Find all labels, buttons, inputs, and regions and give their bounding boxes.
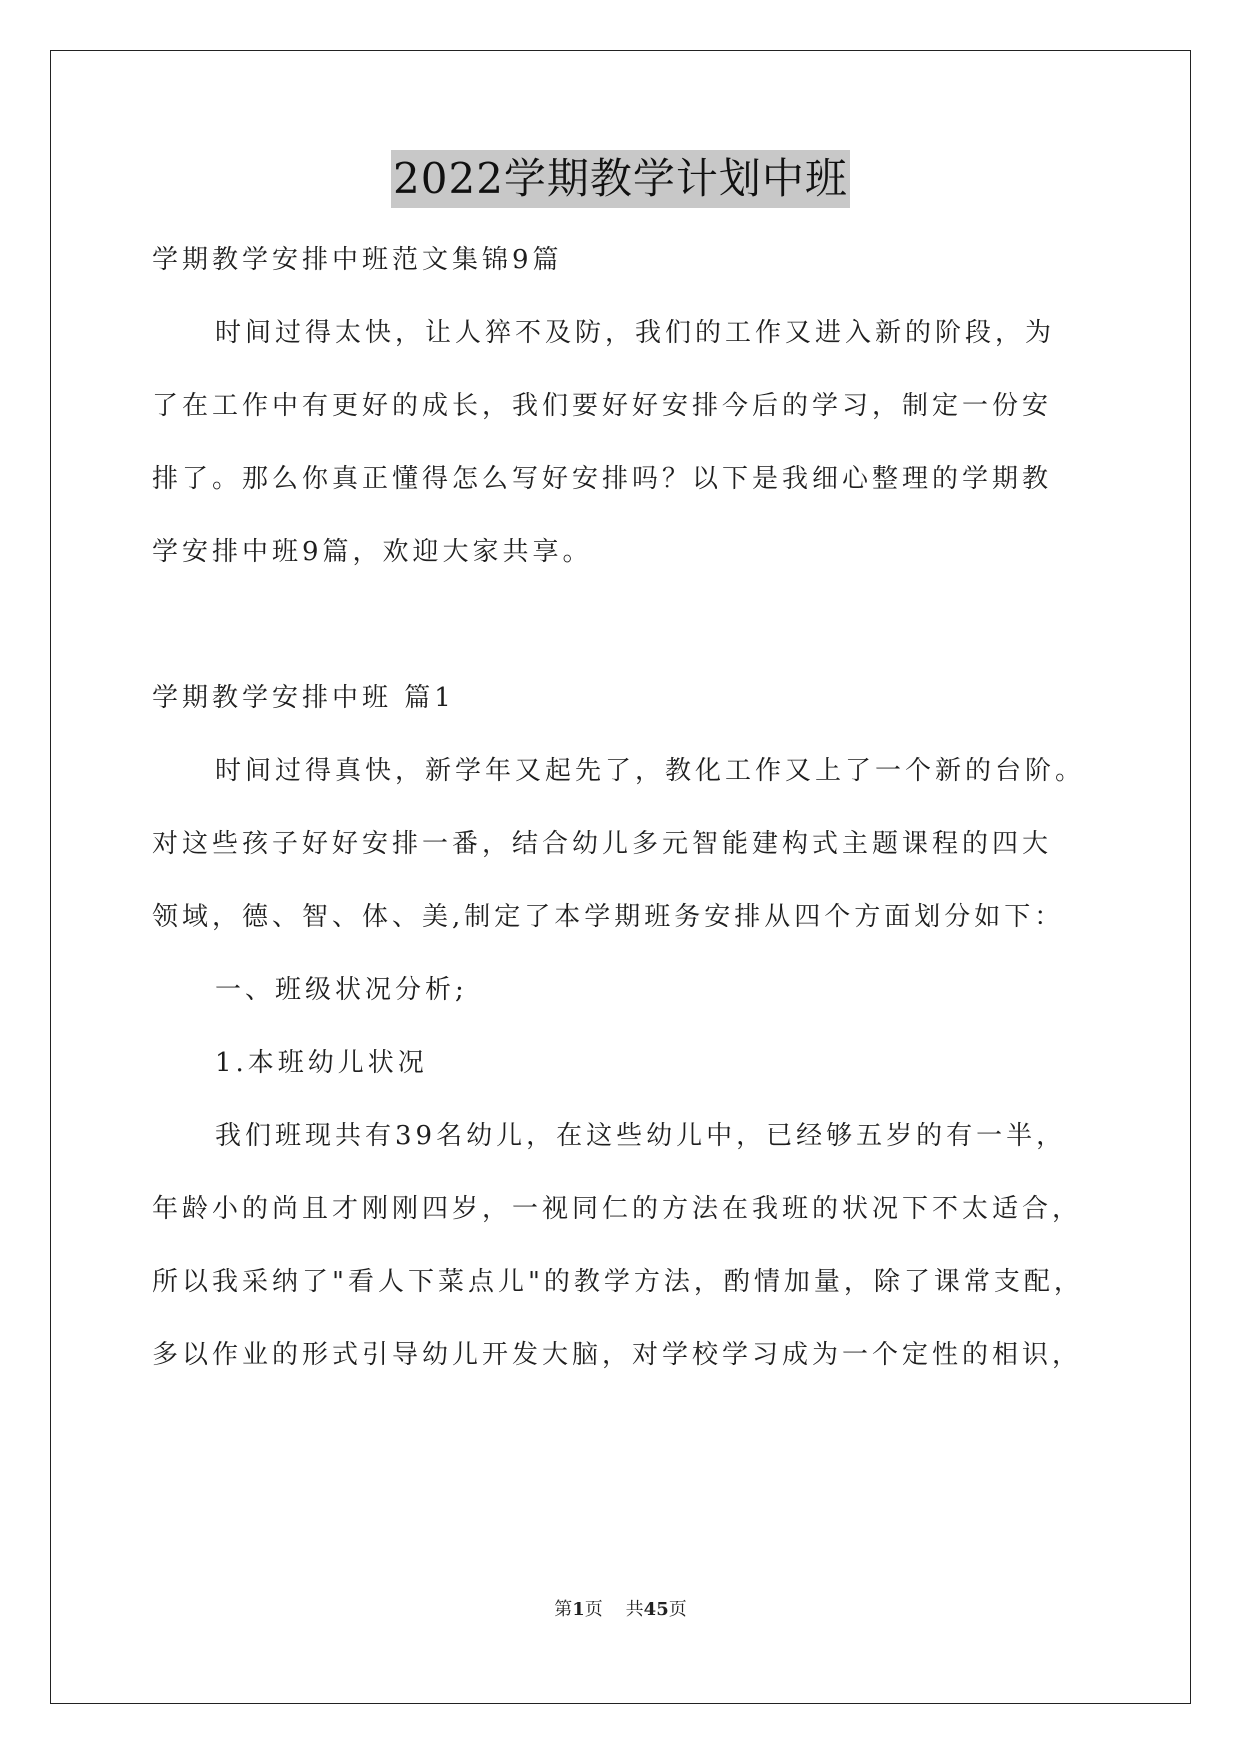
paragraph-line: 多以作业的形式引导幼儿开发大脑，对学校学习成为一个定性的相识， [152,1340,1083,1370]
page-suffix: 页 [584,1599,603,1620]
section-heading: 学期教学安排中班 篇1 [152,683,455,713]
paragraph-line: 排了。那么你真正懂得怎么写好安排吗？以下是我细心整理的学期教 [152,464,1053,494]
paragraph-line: 学安排中班9篇，欢迎大家共享。 [152,537,593,567]
page-prefix: 第 [554,1599,573,1620]
paragraph-line: 时间过得真快，新学年又起先了，教化工作又上了一个新的台阶。 [215,756,1086,786]
paragraph-line: 我们班现共有39名幼儿，在这些幼儿中，已经够五岁的有一半， [215,1121,1067,1151]
paragraph-line: 时间过得太快，让人猝不及防，我们的工作又进入新的阶段，为 [215,318,1056,348]
subtitle-line: 学期教学安排中班范文集锦9篇 [152,245,563,275]
document-title: 2022学期教学计划中班 [391,150,850,208]
total-suffix: 页 [668,1599,687,1620]
total-pages: 45 [643,1599,669,1620]
paragraph-line: 所以我采纳了"看人下菜点儿"的教学方法，酌情加量，除了课常支配， [152,1267,1084,1297]
title-wrap [0,150,1241,208]
paragraph-line: 对这些孩子好好安排一番，结合幼儿多元智能建构式主题课程的四大 [152,829,1053,859]
paragraph-line: 年龄小的尚且才刚刚四岁，一视同仁的方法在我班的状况下不太适合， [152,1194,1083,1224]
paragraph-line: 了在工作中有更好的成长，我们要好好安排今后的学习，制定一份安 [152,391,1053,421]
subsection-heading: 1.本班幼儿状况 [215,1048,428,1078]
paragraph-line: 领域，德、智、体、美,制定了本学期班务安排从四个方面划分如下： [152,902,1065,932]
page-footer [0,1598,1241,1622]
subsection-heading: 一、班级状况分析; [215,975,468,1005]
page-border [50,50,1191,1704]
total-prefix: 共 [625,1599,644,1620]
page-number: 1 [572,1599,585,1620]
